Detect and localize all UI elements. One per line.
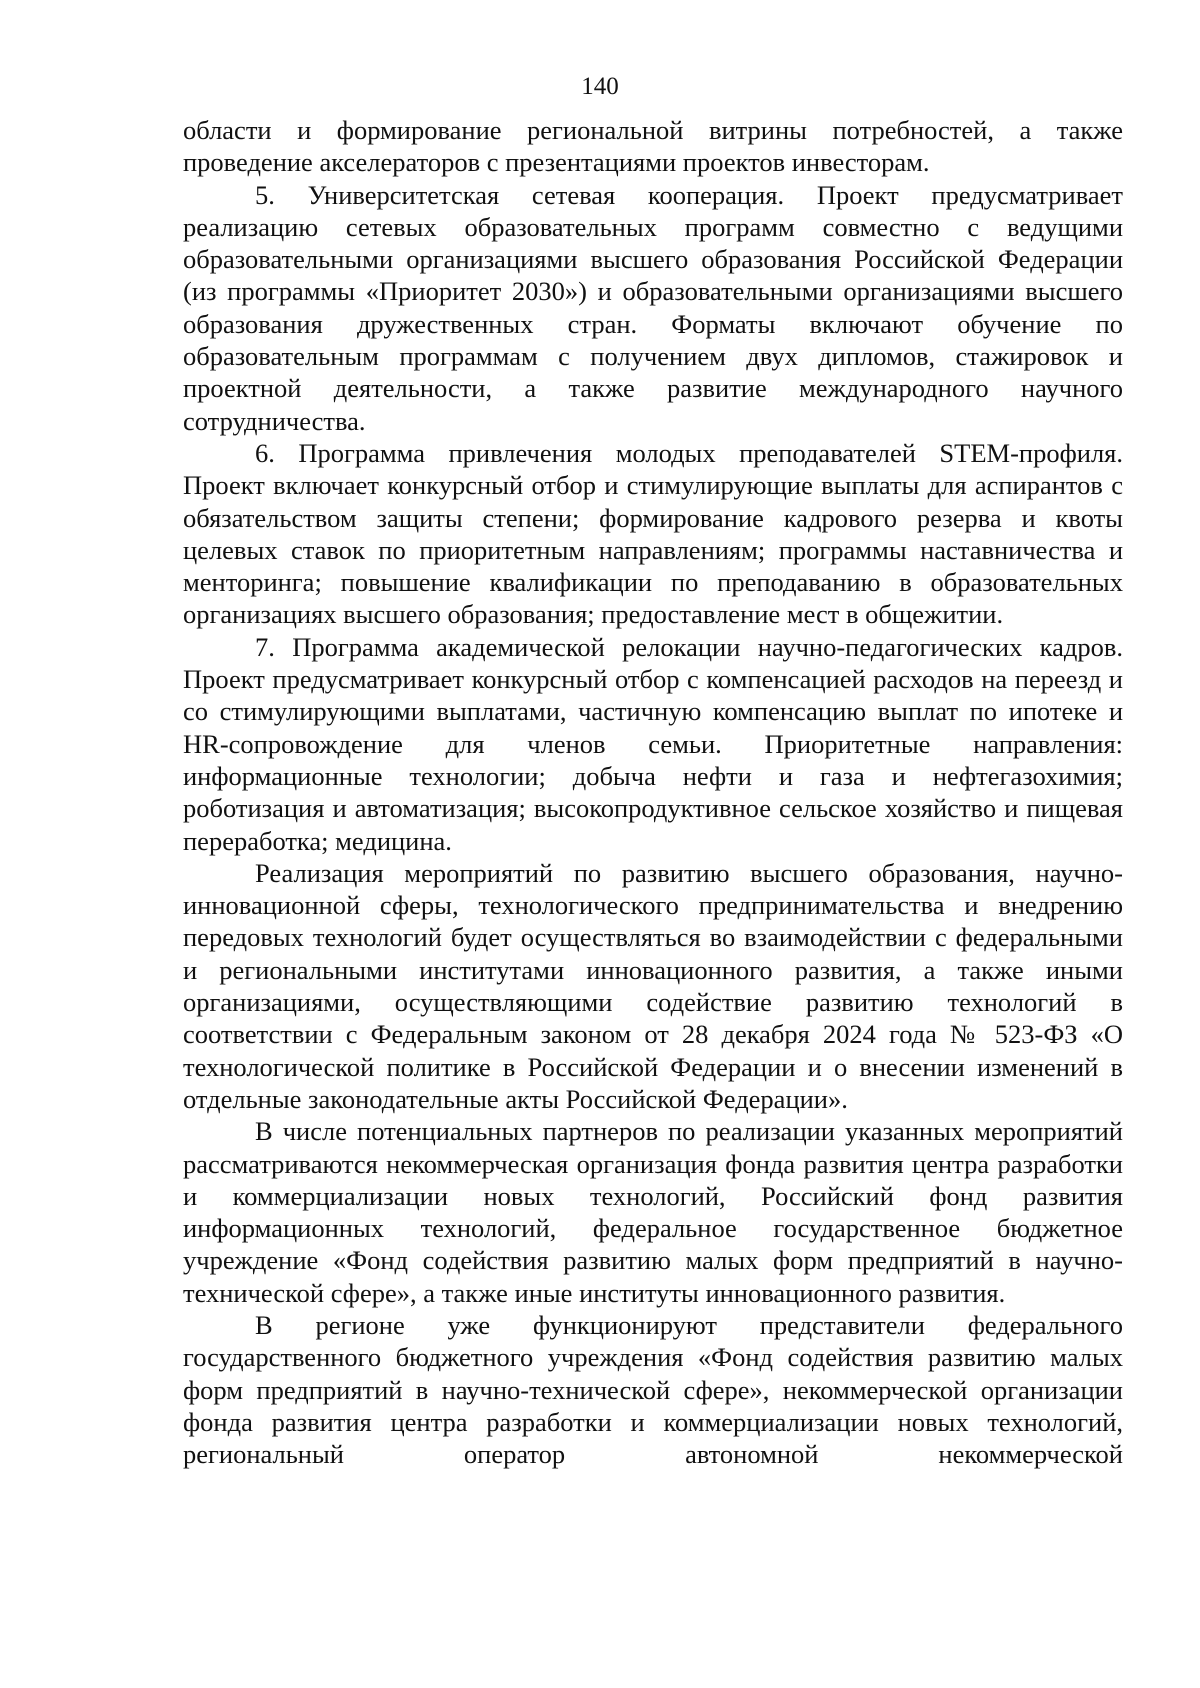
paragraph-item-7: 7. Программа академической релокации научно-педагогических кадров. Проект предусматривает конкурсный отбор с компенсацией расходов на переезд и со стимулирующими выплатами, частичную компенсацию выплат по ипотеке и HR-сопровождение для членов семьи. Приоритетные направления: информационные технологии; добыча нефти и газа и нефтегазохимия; роботизация и автоматизация; высокопродуктивное сельское хозяйство и пищевая переработка; медицина. bbox=[183, 631, 1123, 856]
paragraph: области и формирование региональной витрины потребностей, а также проведение акселераторов с презентациями проектов инвесторам. bbox=[183, 115, 1123, 178]
paragraph-item-6: 6. Программа привлечения молодых преподавателей STEM-профиля. Проект включает конкурсный отбор и стимулирующие выплаты для аспирантов с обязательством защиты степени; формирование кадрового резерва и квоты целевых ставок по приоритетным направлениям; программы наставничества и менторинга; повышение квалификации по преподаванию в образовательных организациях высшего образования; предоставление мест в общежитии. bbox=[183, 437, 1123, 630]
paragraph: Реализация мероприятий по развитию высшего образования, научно-инновационной сферы, технологического предпринимательства и внедрению передовых технологий будет осуществляться во взаимодействии с федеральными и региональными институтами инновационного развития, а также иными организациями, осуществляющими содействие развитию технологий в соответствии с Федеральным законом от 28 декабря 2024 года № 523-ФЗ «О технологической политике в Российской Федерации и о внесении изменений в отдельные законодательные акты Российской Федерации». bbox=[183, 857, 1123, 1114]
document-body bbox=[183, 114, 1123, 1470]
paragraph: В числе потенциальных партнеров по реализации указанных мероприятий рассматриваются некоммерческая организация фонда развития центра разработки и коммерциализации новых технологий, Российский фонд развития информационных технологий, федеральное государственное бюджетное учреждение «Фонд содействия развитию малых форм предприятий в научно-технической сфере», а также иные институты инновационного развития. bbox=[183, 1116, 1123, 1308]
paragraph-item-5: 5. Университетская сетевая кооперация. Проект предусматривает реализацию сетевых образовательных программ совместно с ведущими образовательными организациями высшего образования Российской Федерации (из программы «Приоритет 2030») и образовательными организациями высшего образования дружественных стран. Форматы включают обучение по образовательным программам с получением двух дипломов, стажировок и проектной деятельности, а также развитие международного научного сотрудничества. bbox=[183, 179, 1123, 436]
paragraph: В регионе уже функционируют представители федерального государственного бюджетного учреждения «Фонд содействия развитию малых форм предприятий в научно-технической сфере», некоммерческой организации фонда развития центра разработки и коммерциализации новых технологий, региональный оператор автономной некоммерческой bbox=[183, 1309, 1123, 1470]
page-number: 140 bbox=[581, 73, 619, 100]
